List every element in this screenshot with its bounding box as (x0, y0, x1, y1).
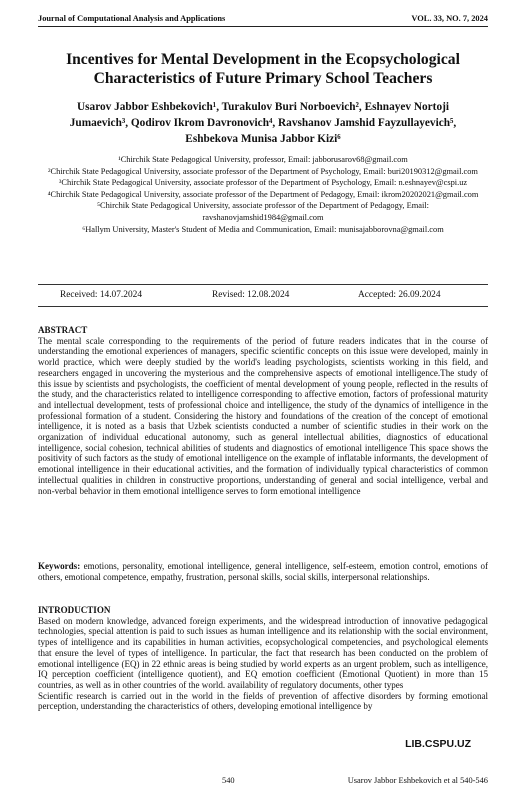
abstract-section (38, 325, 488, 496)
affiliation-4: ⁴Chirchik State Pedagogical University, associate professor of the Department of Pedagogy, Email: ikrom20202021@gmail.com (47, 189, 479, 199)
affiliation-1: ¹Chirchik State Pedagogical University, professor, Email: jabborusarov68@gmail.com (118, 155, 408, 164)
dates-rule-top (38, 284, 488, 285)
journal-name: Journal of Computational Analysis and Applications (38, 14, 226, 23)
affiliations (38, 154, 488, 235)
introduction-heading: INTRODUCTION (38, 605, 111, 615)
affiliation-6: ⁶Hallym University, Master's Student of Media and Communication, Email: munisajabborovna@gmail.com (82, 224, 444, 234)
abstract-heading: ABSTRACT (38, 325, 88, 335)
dates-rule-bottom (38, 306, 488, 307)
affiliation-2: ²Chirchik State Pedagogical University, associate professor of the Department of Psychology, Email: buri20190312@gmail.com (48, 166, 478, 176)
header-rule (38, 26, 488, 27)
paper-title: Incentives for Mental Development in the Ecopsychological Characteristics of Future Primary School Teachers (66, 51, 460, 87)
introduction-paragraph-1: Based on modern knowledge, advanced foreign experiments, and the widespread introduction of innovative pedagogical technologies, special attention is paid to such issues as human intelligence and its relationship with the social environment, types of intelligence and its capabilities in human activities, ecopsychological competencies, and psychological elements that ensure the level of types of intelligence. In particular, the fact that research has been conducted on the problem of emotional intelligence (EQ) in 22 ethnic areas is being studied by world experts as an urgent problem, such as intelligence, IQ perception coefficient (intelligence quotient), and EQ emotion coefficient (Emotional Quotient) in more than 15 countries, as well as in other countries of the world. availability of regulatory documents, other types (38, 615, 488, 690)
keywords-section (38, 561, 488, 582)
page-number: 540 (222, 776, 235, 785)
introduction-section (38, 605, 488, 712)
footer-citation: Usarov Jabbor Eshbekovich et al 540-546 (347, 776, 488, 785)
abstract-text: The mental scale corresponding to the requirements of the period of future readers indicates that in the course of understanding the emotional experiences of managers, specific scientific concepts on this issue were developed, mainly in world practice, which were deeply studied by the world's leading psychologists, scientists working in this field, and researchers engaged in uncovering the mysterious and the comprehensive aspects of emotional intelligence.The study of this issue by scientists and psychologists, the coefficient of mental development of young people, reflected in the results of the study, and the characteristics related to intelligence corresponding to affective emotion, factors of professional maturity and intellectual development, tests of professional choice and intelligence, the study of the dynamics of intelligence in the professional formation of a student. Considering the history and foundations of the creation of the concept of emotional intelligence, it is noted as a basis that Uzbek scientists conducted a number of scientific studies in their work on the organization of individual educational autonomy, such as general intellectual abilities, diagnostics of educational intelligence, social cohesion, technical abilities of students and diagnostics of emotional intelligence This space shows the positivity of such factors as the study of emotional intelligence on the example of inflatable informants, the development of emotional intelligence in their educational activities, and the formation of individually typical characteristics of common intellectual qualities in children in constructive proportions, understanding of general and social intelligence, verbal and non-verbal behavior in them emotional intelligence serves to form emotional intelligence (38, 335, 488, 496)
accepted-date: Accepted: 26.09.2024 (358, 290, 441, 300)
author-list: Usarov Jabbor Eshbekovich¹, Turakulov Buri Norboevich², Eshnayev Nortoji Jumaevich³, Qodirov Ikrom Davronovich⁴, Ravshanov Jamshid Fayzullayevich⁵, Eshbekova Munisa Jabbor Kizi⁶ (69, 101, 457, 145)
journal-volume: VOL. 33, NO. 7, 2024 (411, 14, 488, 23)
received-date: Received: 14.07.2024 (60, 290, 143, 300)
affiliation-5: ⁵Chirchik State Pedagogical University, associate professor of the Department of Pedagogy, Email: ravshanovjamshid1984@gmail.com (97, 201, 429, 222)
introduction-paragraph-2: Scientific research is carried out in the world in the fields of prevention of affective disorders by forming emotional perception, understanding the characteristics of others, developing emotional intelligence by (38, 690, 488, 712)
revised-date: Revised: 12.08.2024 (212, 290, 290, 300)
keywords-text: emotions, personality, emotional intelligence, general intelligence, self-esteem, emotion control, emotions of others, emotional competence, empathy, frustration, personal skills, social skills, interpersonal relationships. (38, 561, 488, 582)
affiliation-3: ³Chirchik State Pedagogical University, associate professor of the Department of Psychology, Email: n.eshnayev@cspi.uz (58, 178, 468, 188)
library-watermark: LIB.CSPU.UZ (405, 738, 471, 750)
keywords-label: Keywords: (38, 561, 81, 571)
